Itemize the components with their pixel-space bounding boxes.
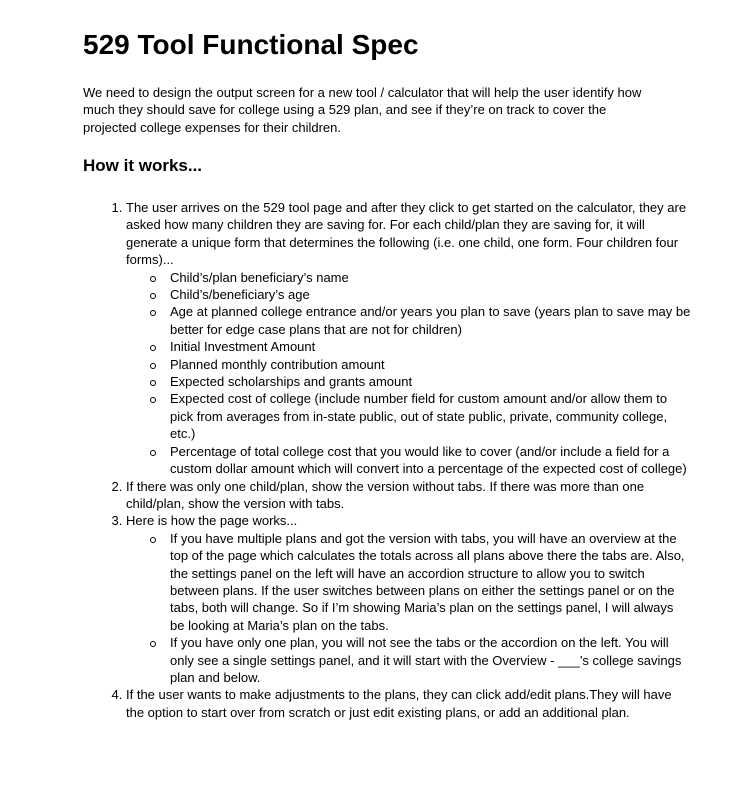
step-item xyxy=(126,512,691,686)
step-item xyxy=(126,686,691,721)
sub-list xyxy=(126,269,691,478)
step-text: Here is how the page works... xyxy=(126,513,298,529)
sub-item: Child’s/beneficiary’s age xyxy=(170,286,691,303)
step-text: If the user wants to make adjustments to the plans, they can click add/edit plans.They will have the option to start over from scratch or just edit existing plans, or add an additional plan. xyxy=(126,687,672,720)
step-item xyxy=(126,199,691,478)
intro-paragraph: We need to design the output screen for a new tool / calculator that will help the user identify how much they should save for college using a 529 plan, and see if they’re on track to cover the projected college expenses for their children. xyxy=(83,85,642,135)
sub-item: If you have only one plan, you will not see the tabs or the accordion on the left. You will only see a single settings panel, and it will start with the Overview - ___’s college savings plan and below. xyxy=(170,634,691,686)
step-text: If there was only one child/plan, show the version without tabs. If there was more than one child/plan, show the version with tabs. xyxy=(126,478,645,511)
step-text: The user arrives on the 529 tool page and after they click to get started on the calculator, they are asked how many children they are saving for. For each child/plan they are saving for, it will generate a unique form that determines the following (i.e. one child, one form. Four children four forms)... xyxy=(126,200,687,268)
sub-list xyxy=(126,530,691,687)
sub-item: Percentage of total college cost that you would like to cover (and/or include a field for a custom dollar amount which will convert into a percentage of the expected cost of college) xyxy=(170,443,691,478)
steps-list xyxy=(83,199,691,721)
step-item xyxy=(126,478,691,513)
section-heading: How it works... xyxy=(83,156,203,175)
document-title: 529 Tool Functional Spec xyxy=(83,29,419,60)
sub-item: If you have multiple plans and got the version with tabs, you will have an overview at the top of the page which calculates the totals across all plans above there the tabs are. Also, the settings panel on the left will have an accordion structure to allow you to switch between plans. If the user switches between plans on either the settings panel or on the tabs, both will change. So if I’m showing Maria’s plan on the settings panel, I will always be looking at Maria’s plan on the tabs. xyxy=(170,530,691,634)
sub-item: Child’s/plan beneficiary’s name xyxy=(170,269,691,286)
sub-item: Expected cost of college (include number field for custom amount and/or allow them to pick from averages from in-state public, out of state public, private, community college, etc.) xyxy=(170,390,691,442)
sub-item: Planned monthly contribution amount xyxy=(170,356,691,373)
sub-item: Age at planned college entrance and/or years you plan to save (years plan to save may be better for edge case plans that are not for children) xyxy=(170,304,691,337)
sub-item: Expected scholarships and grants amount xyxy=(170,373,691,390)
sub-item: Initial Investment Amount xyxy=(170,338,691,355)
